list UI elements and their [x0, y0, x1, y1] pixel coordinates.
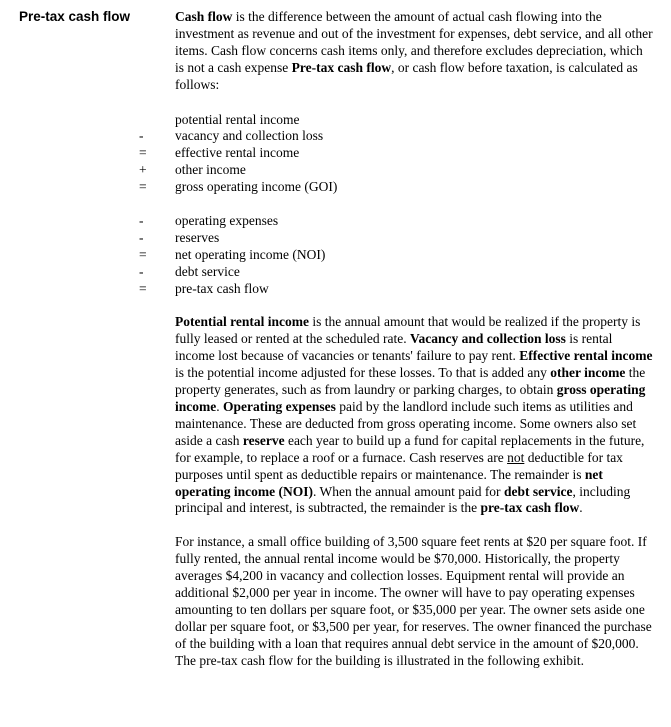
formula-item: debt service: [175, 263, 240, 279]
formula-operator: [90, 112, 175, 129]
formula-operator: -: [139, 212, 144, 228]
formula-item: operating expenses: [175, 212, 279, 228]
bold-term: Cash flow: [175, 9, 233, 24]
bold-term: Effective rental income: [519, 348, 653, 364]
bold-term: net operating income (NOI): [175, 466, 603, 499]
bold-term: gross operating income: [175, 382, 646, 414]
bold-term: pre-tax cash flow: [480, 500, 580, 516]
formula-item: pre-tax cash flow: [175, 280, 269, 296]
formula-row: [90, 213, 653, 230]
bold-term: Potential rental income: [175, 314, 309, 330]
definition-column: [139, 9, 653, 670]
term-heading: Pre-tax cash flow: [19, 9, 131, 24]
formula-operator: =: [139, 246, 147, 262]
example-paragraph: For instance, a small office building of 3,500 square feet rents at $20 per square foot. If fully rented, the annual rental income would be $70,000. Historically, the property averages $4,200 in vacancy and collection losses. Equipment rental will provide an additional $2,000 per year in income. The owner will have to pay operating expenses amounting to ten dollars per square foot, or $35,000 per year. The owner sets aside one dollar per square foot, or $3,500 per year, for reserves. The owner financed the purchase of the building with a loan that requires annual debt service in the amount of $20,000. The pre-tax cash flow for the building is illustrated in the following exhibit.: [175, 534, 652, 668]
formula-row: [90, 179, 653, 196]
bold-term: Vacancy and collection loss: [410, 331, 566, 347]
bold-term: Operating expenses: [223, 398, 336, 414]
formula-row: [90, 128, 653, 145]
intro-paragraph: Cash flow is the difference between the amount of actual cash flowing into the investment as revenue and out of the investment for expenses, debt service, and all other items. Cash flow concerns cash items only, and therefore excludes depreciation, which is not a cash expense Pre-tax cash flow, or cash flow before taxation, is calculated as follows:: [175, 9, 653, 92]
formula-row: [90, 145, 653, 162]
formula-operator: +: [139, 162, 147, 178]
formula-row: [90, 247, 653, 264]
underlined-word: not: [507, 449, 525, 465]
formula-row: [90, 112, 653, 129]
bold-term: reserve: [242, 432, 285, 448]
cash-flow-formula: [90, 112, 653, 298]
formula-operator: -: [139, 263, 144, 279]
formula-operator: =: [139, 179, 147, 195]
formula-operator: -: [139, 229, 144, 245]
formula-operator: =: [139, 280, 147, 296]
formula-operator: =: [139, 145, 147, 161]
formula-row: [90, 281, 653, 298]
formula-row: [90, 162, 653, 179]
formula-item: potential rental income: [175, 111, 300, 127]
bold-term: other income: [550, 365, 626, 381]
definitions-paragraph: Potential rental income is the annual amount that would be realized if the property is fully leased or rented at the scheduled rate. Vacancy and collection loss is rental income lost because of vacancies or tenants' failure to pay rent. Effective rental income is the potential income adjusted for these losses. To that is added any other income the property generates, such as from laundry or parking charges, to obtain gross operating income. Operating expenses paid by the landlord include such items as utilities and maintenance. These are deducted from gross operating income. Some owners also set aside a cash reserve each year to build up a fund for capital replacements in the future, for example, to replace a roof or a furnace. Cash reserves are not deductible for tax purposes until spent as deductible repairs or maintenance. The remainder is net operating income (NOI). When the annual amount paid for debt service, including principal and interest, is subtracted, the remainder is the pre-tax cash flow.: [175, 314, 653, 516]
formula-item: net operating income (NOI): [175, 246, 326, 262]
formula-item: vacancy and collection loss: [175, 128, 324, 144]
formula-row: [90, 230, 653, 247]
formula-item: gross operating income (GOI): [175, 179, 338, 195]
formula-item: reserves: [175, 229, 220, 245]
bold-term: debt service: [503, 483, 573, 499]
formula-row: [90, 264, 653, 281]
bold-term: Pre-tax cash flow: [291, 59, 392, 75]
formula-item: effective rental income: [175, 145, 300, 161]
formula-operator: -: [139, 128, 144, 144]
formula-gap: [90, 196, 653, 213]
formula-item: other income: [175, 162, 246, 178]
